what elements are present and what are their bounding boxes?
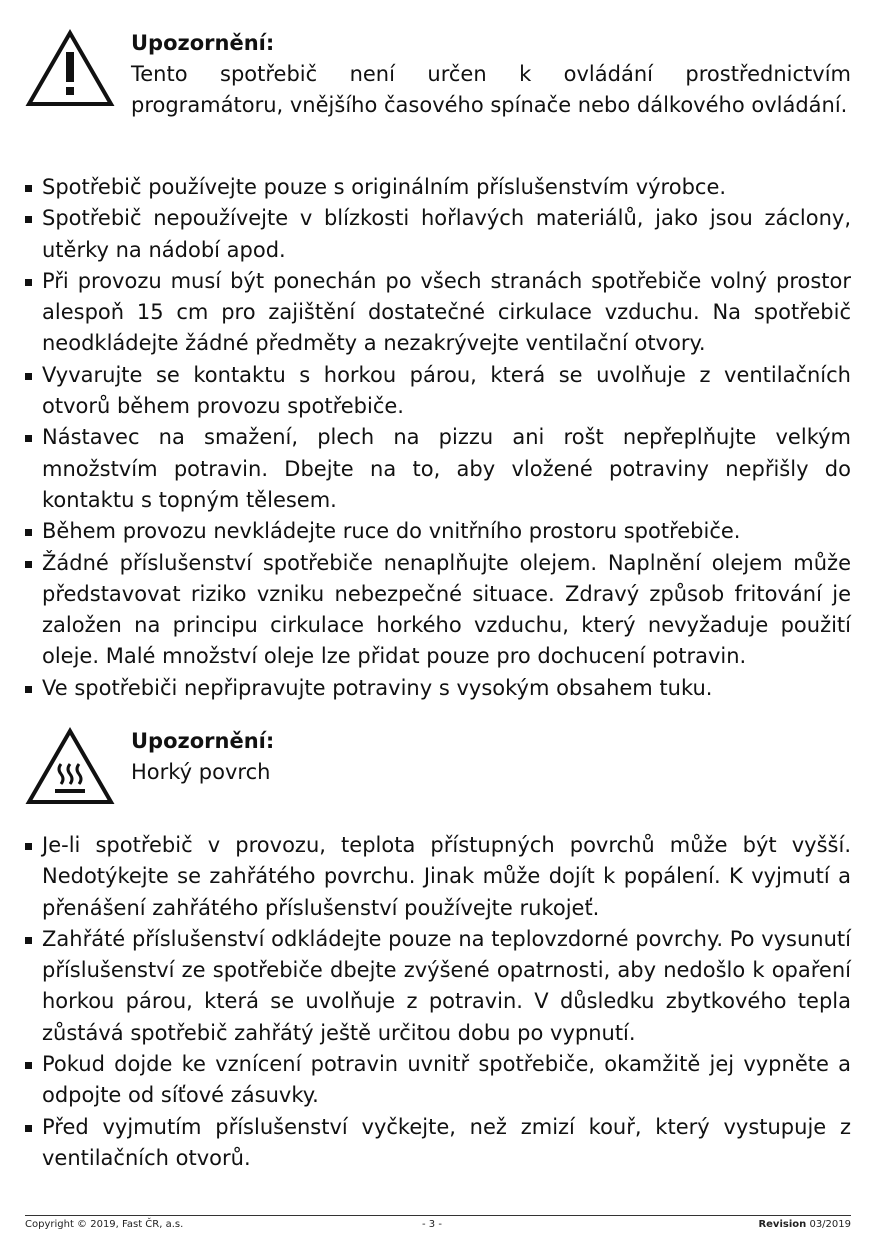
warning-block-hot-surface xyxy=(25,726,851,788)
revision-label: Revision xyxy=(758,1219,807,1230)
warning-text xyxy=(131,726,851,788)
footer-divider xyxy=(25,1215,851,1216)
list-item: Při provozu musí být ponechán po všech stranách spotřebiče volný prostor alespoň 15 cm pro zajištění dostatečné cirkulace vzduchu. Na spotřebič neodkládejte žádné předměty a nezakrývejte ventilační otvory. xyxy=(25,266,851,360)
list-item: Během provozu nevkládejte ruce do vnitřního prostoru spotřebiče. xyxy=(25,516,851,547)
footer-copyright: Copyright © 2019, Fast ČR, a.s. xyxy=(25,1219,184,1230)
hot-surface-icon xyxy=(25,726,115,806)
list-item: Pokud dojde ke vznícení potravin uvnitř spotřebiče, okamžitě jej vypněte a odpojte od síťové zásuvky. xyxy=(25,1049,851,1112)
safety-list-1 xyxy=(25,172,851,704)
warning-body: Tento spotřebič není určen k ovládání prostřednictvím programátoru, vnějšího časového spínače nebo dálkového ovládání. xyxy=(131,62,851,117)
list-item: Před vyjmutím příslušenství vyčkejte, než zmizí kouř, který vystupuje z ventilačních otvorů. xyxy=(25,1112,851,1175)
warning-body: Horký povrch xyxy=(131,760,271,784)
list-item: Zahřáté příslušenství odkládejte pouze na teplovzdorné povrchy. Po vysunutí příslušenství ze spotřebiče dbejte zvýšené opatrnosti, aby nedošlo k opaření horkou párou, která se uvolňuje z potravin. V důsledku zbytkového tepla zůstává spotřebič zahřátý ještě určitou dobu po vypnutí. xyxy=(25,924,851,1049)
revision-value: 03/2019 xyxy=(809,1219,851,1230)
list-item: Spotřebič používejte pouze s originálním příslušenstvím výrobce. xyxy=(25,172,851,203)
warning-title: Upozornění: xyxy=(131,729,275,753)
footer-revision xyxy=(758,1219,851,1230)
list-item: Vyvarujte se kontaktu s horkou párou, která se uvolňuje z ventilačních otvorů během provozu spotřebiče. xyxy=(25,360,851,423)
list-item: Spotřebič nepoužívejte v blízkosti hořlavých materiálů, jako jsou záclony, utěrky na nádobí apod. xyxy=(25,203,851,266)
list-item: Nástavec na smažení, plech na pizzu ani rošt nepřeplňujte velkým množstvím potravin. Dbejte na to, aby vložené potraviny nepřišly do kontaktu s topným tělesem. xyxy=(25,422,851,516)
list-item: Je-li spotřebič v provozu, teplota přístupných povrchů může být vyšší. Nedotýkejte se zahřátého povrchu. Jinak může dojít k popálení. K vyjmutí a přenášení zahřátého příslušenství používejte rukojeť. xyxy=(25,830,851,924)
warning-text xyxy=(131,28,851,121)
warning-block-programmer xyxy=(25,28,851,121)
page-number: - 3 - xyxy=(422,1219,442,1230)
safety-list-2 xyxy=(25,830,851,1174)
warning-exclamation-icon xyxy=(25,28,115,108)
list-item: Žádné příslušenství spotřebiče nenaplňujte olejem. Naplnění olejem může představovat riziko vzniku nebezpečné situace. Zdravý způsob fritování je založen na principu cirkulace horkého vzduchu, který nevyžaduje použití oleje. Malé množství oleje lze přidat pouze pro dochucení potravin. xyxy=(25,548,851,673)
warning-title: Upozornění: xyxy=(131,31,275,55)
list-item: Ve spotřebiči nepřipravujte potraviny s vysokým obsahem tuku. xyxy=(25,673,851,704)
